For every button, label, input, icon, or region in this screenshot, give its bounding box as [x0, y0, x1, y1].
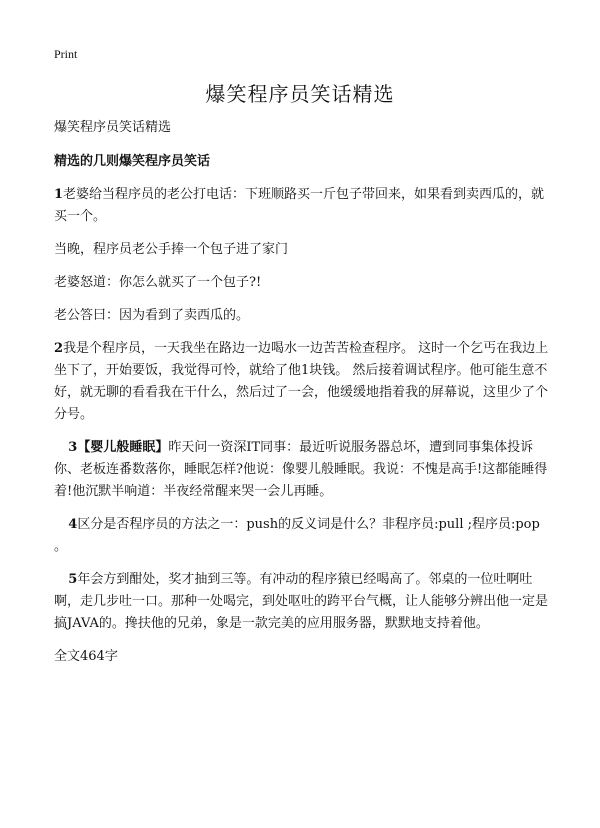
joke-2	[54, 338, 550, 426]
joke-4	[54, 514, 550, 558]
joke-1-line-3: 老婆怒道：你怎么就买了一个包子?!	[54, 275, 262, 290]
joke-1-number: 1	[54, 187, 64, 202]
joke-3	[54, 437, 550, 503]
joke-1-line-4: 老公答曰：因为看到了卖西瓜的。	[54, 308, 250, 323]
document-subtitle: 爆笑程序员笑话精选	[54, 120, 172, 135]
joke-3-text: 昨天问一资深IT同事：最近听说服务器总坏，遭到同事集体投诉你、老板连番数落你，睡眠怎样?他说：像婴儿般睡眠。我说：不愧是高手!这都能睡得着!他沉默半响道：半夜经常醒来哭一会儿再睡。	[54, 440, 548, 499]
joke-4-number: 4	[68, 517, 78, 532]
document-body	[54, 117, 550, 679]
joke-1-line-1	[54, 184, 550, 228]
joke-1-line-2: 当晚，程序员老公手捧一个包子进了家门	[54, 242, 289, 257]
joke-5	[54, 569, 550, 635]
joke-1-text: 老婆给当程序员的老公打电话：下班顺路买一斤包子带回来，如果看到卖西瓜的，就买一个。	[54, 187, 545, 224]
print-label[interactable]: Print	[54, 47, 78, 61]
joke-3-number: 3【婴儿般睡眠】	[68, 440, 169, 455]
joke-2-number: 2	[54, 341, 64, 356]
joke-4-text: 区分是否程序员的方法之一：push的反义词是什么？非程序员:pull ;程序员:pop 。	[54, 517, 540, 554]
joke-5-number: 5	[68, 572, 78, 587]
section-heading: 精选的几则爆笑程序员笑话	[54, 154, 211, 169]
joke-2-text: 我是个程序员，一天我坐在路边一边喝水一边苦苦检查程序。 这时一个乞丐在我边上坐下了，开始要饭，我觉得可怜，就给了他1块钱。 然后接着调试程序。他可能生意不好，就无聊的看看我在干什么，然后过了一会，他缓缓地指着我的屏幕说，这里少了个分号。	[54, 341, 549, 422]
word-count: 全文464字	[54, 649, 118, 664]
joke-5-text: 年会方到酣处，奖才抽到三等。有冲动的程序猿已经喝高了。邻桌的一位吐啊吐啊，走几步吐一口。那种一处喝完，到处呕吐的跨平台气概，让人能够分辨出他一定是搞JAVA的。搀扶他的兄弟，象是一款完美的应用服务器，默默地支持着他。	[54, 572, 549, 631]
document-title: 爆笑程序员笑话精选	[205, 82, 395, 106]
